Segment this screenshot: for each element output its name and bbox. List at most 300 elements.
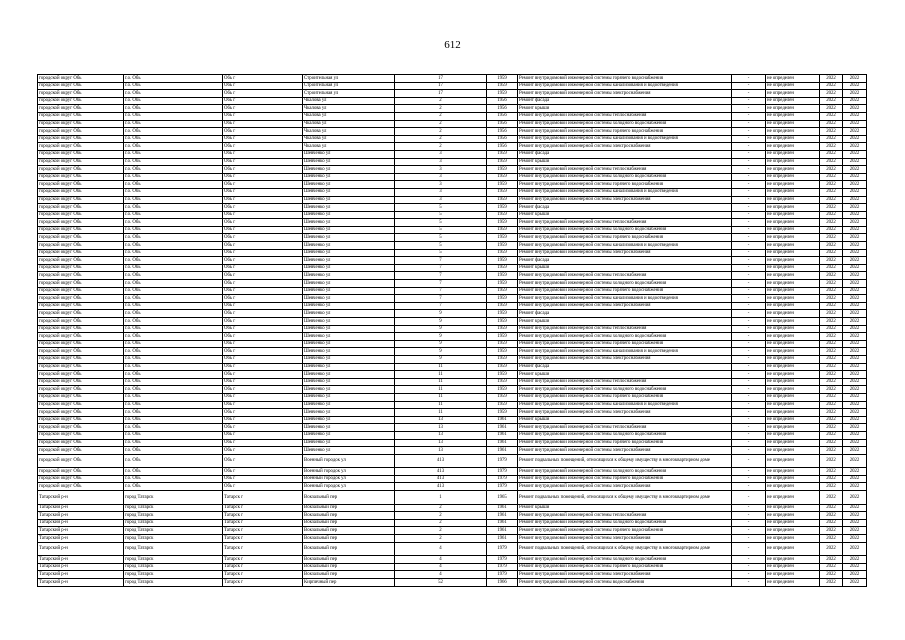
house-number-cell: 11 — [395, 363, 487, 371]
work-type-cell: Ремонт крыши — [518, 318, 732, 326]
municipality-cell: городской округ Обь — [38, 287, 124, 295]
locality-cell: Татарск г — [223, 535, 303, 543]
table-row — [38, 378, 867, 386]
table-row — [38, 519, 867, 527]
cost-note-cell: не определен — [766, 105, 820, 113]
end-year-cell: 2022 — [843, 504, 867, 512]
table-row — [38, 393, 867, 401]
build-year-cell: 1959 — [487, 264, 518, 272]
street-cell: Шевченко ул — [303, 325, 395, 333]
locality-cell: Татарск г — [223, 556, 303, 564]
street-cell: Шевченко ул — [303, 150, 395, 158]
house-number-cell: 9 — [395, 310, 487, 318]
settlement-cell: г.о. Обь — [124, 295, 223, 303]
locality-cell: Обь г — [223, 310, 303, 318]
locality-cell: Обь г — [223, 226, 303, 234]
cost-note-cell: не определен — [766, 409, 820, 417]
cost-note-cell: не определен — [766, 401, 820, 409]
street-cell: Строительная ул — [303, 82, 395, 90]
work-type-cell: Ремонт внутридомовой инженерной системы горячего водоснабжения — [518, 439, 732, 447]
build-year-cell: 1979 — [487, 483, 518, 491]
municipality-cell: городской округ Обь — [38, 302, 124, 310]
start-year-cell: 2022 — [820, 431, 843, 439]
work-type-cell: Ремонт внутридомовой инженерной системы горячего водоснабжения — [518, 181, 732, 189]
house-number-cell: 1 — [395, 491, 487, 505]
start-year-cell: 2022 — [820, 318, 843, 326]
end-year-cell: 2022 — [843, 173, 867, 181]
table-row — [38, 318, 867, 326]
settlement-cell: г.о. Обь — [124, 204, 223, 212]
cost-cell: - — [732, 75, 766, 83]
start-year-cell: 2022 — [820, 97, 843, 105]
start-year-cell: 2022 — [820, 204, 843, 212]
build-year-cell: 1959 — [487, 386, 518, 394]
house-number-cell: 9 — [395, 348, 487, 356]
locality-cell: Обь г — [223, 150, 303, 158]
settlement-cell: г.о. Обь — [124, 75, 223, 83]
municipality-cell: городской округ Обь — [38, 90, 124, 98]
street-cell: Шевченко ул — [303, 295, 395, 303]
end-year-cell: 2022 — [843, 325, 867, 333]
locality-cell: Татарск г — [223, 579, 303, 587]
house-number-cell: 17 — [395, 75, 487, 83]
cost-cell: - — [732, 173, 766, 181]
house-number-cell: 3 — [395, 181, 487, 189]
settlement-cell: г.о. Обь — [124, 90, 223, 98]
build-year-cell: 1965 — [487, 491, 518, 505]
cost-note-cell: не определен — [766, 196, 820, 204]
municipality-cell: городской округ Обь — [38, 150, 124, 158]
settlement-cell: г.о. Обь — [124, 188, 223, 196]
cost-note-cell: не определен — [766, 120, 820, 128]
municipality-cell: городской округ Обь — [38, 386, 124, 394]
table-row — [38, 325, 867, 333]
settlement-cell: г.о. Обь — [124, 483, 223, 491]
end-year-cell: 2022 — [843, 219, 867, 227]
work-type-cell: Ремонт внутридомовой инженерной системы холодного водоснабжения — [518, 333, 732, 341]
cost-note-cell: не определен — [766, 378, 820, 386]
work-type-cell: Ремонт крыши — [518, 105, 732, 113]
municipality-cell: городской округ Обь — [38, 431, 124, 439]
street-cell: Чкалова ул — [303, 143, 395, 151]
start-year-cell: 2022 — [820, 491, 843, 505]
house-number-cell: 9 — [395, 325, 487, 333]
cost-note-cell: не определен — [766, 468, 820, 476]
cost-cell: - — [732, 128, 766, 136]
build-year-cell: 1959 — [487, 82, 518, 90]
locality-cell: Обь г — [223, 112, 303, 120]
house-number-cell: 5 — [395, 242, 487, 250]
build-year-cell: 1979 — [487, 475, 518, 483]
house-number-cell: 2 — [395, 97, 487, 105]
locality-cell: Татарск г — [223, 519, 303, 527]
start-year-cell: 2022 — [820, 219, 843, 227]
table-row — [38, 355, 867, 363]
cost-cell: - — [732, 287, 766, 295]
municipality-cell: городской округ Обь — [38, 447, 124, 455]
settlement-cell: г.о. Обь — [124, 378, 223, 386]
table-row — [38, 135, 867, 143]
municipality-cell: городской округ Обь — [38, 272, 124, 280]
table-row — [38, 431, 867, 439]
house-number-cell: 13 — [395, 424, 487, 432]
house-number-cell: 2 — [395, 519, 487, 527]
table-row — [38, 257, 867, 265]
end-year-cell: 2022 — [843, 401, 867, 409]
work-type-cell: Ремонт внутридомовой инженерной системы канализования и водоотведения — [518, 295, 732, 303]
house-number-cell: 11 — [395, 386, 487, 394]
street-cell: Шевченко ул — [303, 447, 395, 455]
table-row — [38, 340, 867, 348]
municipality-cell: Татарский р-н — [38, 504, 124, 512]
settlement-cell: г.о. Обь — [124, 143, 223, 151]
build-year-cell: 1959 — [487, 340, 518, 348]
start-year-cell: 2022 — [820, 143, 843, 151]
locality-cell: Обь г — [223, 416, 303, 424]
settlement-cell: город Татарск — [124, 563, 223, 571]
work-type-cell: Ремонт внутридомовой инженерной системы холодного водоснабжения — [518, 556, 732, 564]
street-cell: Шевченко ул — [303, 371, 395, 379]
locality-cell: Обь г — [223, 431, 303, 439]
build-year-cell: 1979 — [487, 571, 518, 579]
cost-note-cell: не определен — [766, 454, 820, 468]
cost-cell: - — [732, 563, 766, 571]
start-year-cell: 2022 — [820, 75, 843, 83]
municipality-cell: Татарский р-н — [38, 535, 124, 543]
settlement-cell: город Татарск — [124, 571, 223, 579]
cost-note-cell: не определен — [766, 204, 820, 212]
locality-cell: Обь г — [223, 181, 303, 189]
settlement-cell: город Татарск — [124, 556, 223, 564]
work-type-cell: Ремонт подвальных помещений, относящихся к общему имуществу в многоквартирном доме — [518, 491, 732, 505]
cost-cell: - — [732, 416, 766, 424]
settlement-cell: г.о. Обь — [124, 424, 223, 432]
start-year-cell: 2022 — [820, 393, 843, 401]
street-cell: Шевченко ул — [303, 355, 395, 363]
settlement-cell: город Татарск — [124, 519, 223, 527]
municipality-cell: городской округ Обь — [38, 378, 124, 386]
locality-cell: Обь г — [223, 475, 303, 483]
street-cell: Шевченко ул — [303, 318, 395, 326]
street-cell: Шевченко ул — [303, 310, 395, 318]
end-year-cell: 2022 — [843, 439, 867, 447]
start-year-cell: 2022 — [820, 249, 843, 257]
start-year-cell: 2022 — [820, 325, 843, 333]
municipality-cell: городской округ Обь — [38, 371, 124, 379]
end-year-cell: 2022 — [843, 424, 867, 432]
house-number-cell: 7 — [395, 287, 487, 295]
table-row — [38, 211, 867, 219]
locality-cell: Обь г — [223, 219, 303, 227]
table-row — [38, 512, 867, 520]
street-cell: Шевченко ул — [303, 333, 395, 341]
build-year-cell: 1959 — [487, 90, 518, 98]
build-year-cell: 1959 — [487, 318, 518, 326]
cost-note-cell: не определен — [766, 188, 820, 196]
street-cell: Шевченко ул — [303, 401, 395, 409]
settlement-cell: г.о. Обь — [124, 340, 223, 348]
table-row — [38, 249, 867, 257]
street-cell: Шевченко ул — [303, 166, 395, 174]
municipality-cell: городской округ Обь — [38, 340, 124, 348]
end-year-cell: 2022 — [843, 519, 867, 527]
cost-note-cell: не определен — [766, 90, 820, 98]
build-year-cell: 1959 — [487, 204, 518, 212]
street-cell: Шевченко ул — [303, 424, 395, 432]
municipality-cell: городской округ Обь — [38, 257, 124, 265]
house-number-cell: 13 — [395, 447, 487, 455]
build-year-cell: 1959 — [487, 280, 518, 288]
table-row — [38, 82, 867, 90]
cost-note-cell: не определен — [766, 287, 820, 295]
municipality-cell: Татарский р-н — [38, 512, 124, 520]
table-row — [38, 409, 867, 417]
locality-cell: Обь г — [223, 318, 303, 326]
locality-cell: Обь г — [223, 249, 303, 257]
house-number-cell: 3 — [395, 188, 487, 196]
settlement-cell: г.о. Обь — [124, 219, 223, 227]
cost-cell: - — [732, 143, 766, 151]
start-year-cell: 2022 — [820, 188, 843, 196]
table-row — [38, 542, 867, 556]
locality-cell: Обь г — [223, 105, 303, 113]
cost-cell: - — [732, 447, 766, 455]
municipality-cell: городской округ Обь — [38, 409, 124, 417]
end-year-cell: 2022 — [843, 166, 867, 174]
end-year-cell: 2022 — [843, 416, 867, 424]
cost-note-cell: не определен — [766, 310, 820, 318]
settlement-cell: г.о. Обь — [124, 355, 223, 363]
street-cell: Вокзальный пер — [303, 542, 395, 556]
build-year-cell: 1959 — [487, 257, 518, 265]
settlement-cell: город Татарск — [124, 579, 223, 587]
build-year-cell: 1959 — [487, 188, 518, 196]
cost-cell: - — [732, 386, 766, 394]
build-year-cell: 1959 — [487, 409, 518, 417]
end-year-cell: 2022 — [843, 333, 867, 341]
locality-cell: Обь г — [223, 378, 303, 386]
settlement-cell: г.о. Обь — [124, 439, 223, 447]
table-row — [38, 491, 867, 505]
street-cell: Шевченко ул — [303, 204, 395, 212]
build-year-cell: 1959 — [487, 158, 518, 166]
street-cell: Шевченко ул — [303, 302, 395, 310]
end-year-cell: 2022 — [843, 378, 867, 386]
settlement-cell: г.о. Обь — [124, 416, 223, 424]
cost-cell: - — [732, 242, 766, 250]
locality-cell: Татарск г — [223, 512, 303, 520]
street-cell: Вокзальный пер — [303, 535, 395, 543]
street-cell: Чкалова ул — [303, 97, 395, 105]
settlement-cell: город Татарск — [124, 542, 223, 556]
cost-cell: - — [732, 325, 766, 333]
table-row — [38, 280, 867, 288]
municipality-cell: городской округ Обь — [38, 97, 124, 105]
house-number-cell: 2 — [395, 504, 487, 512]
municipality-cell: городской округ Обь — [38, 325, 124, 333]
municipality-cell: городской округ Обь — [38, 416, 124, 424]
start-year-cell: 2022 — [820, 242, 843, 250]
start-year-cell: 2022 — [820, 90, 843, 98]
work-type-cell: Ремонт подвальных помещений, относящихся к общему имуществу в многоквартирном доме — [518, 454, 732, 468]
work-type-cell: Ремонт внутридомовой инженерной системы холодного водоснабжения — [518, 280, 732, 288]
house-number-cell: 4 — [395, 556, 487, 564]
locality-cell: Обь г — [223, 211, 303, 219]
municipality-cell: Татарский р-н — [38, 556, 124, 564]
end-year-cell: 2022 — [843, 249, 867, 257]
build-year-cell: 1959 — [487, 401, 518, 409]
table-row — [38, 75, 867, 83]
work-type-cell: Ремонт внутридомовой инженерной системы водоснабжения — [518, 579, 732, 587]
work-type-cell: Ремонт крыши — [518, 416, 732, 424]
house-number-cell: 11 — [395, 409, 487, 417]
start-year-cell: 2022 — [820, 409, 843, 417]
cost-note-cell: не определен — [766, 556, 820, 564]
end-year-cell: 2022 — [843, 120, 867, 128]
settlement-cell: г.о. Обь — [124, 447, 223, 455]
cost-cell: - — [732, 371, 766, 379]
cost-cell: - — [732, 363, 766, 371]
locality-cell: Обь г — [223, 173, 303, 181]
cost-note-cell: не определен — [766, 355, 820, 363]
build-year-cell: 1979 — [487, 468, 518, 476]
work-type-cell: Ремонт внутридомовой инженерной системы канализования и водоотведения — [518, 401, 732, 409]
locality-cell: Обь г — [223, 204, 303, 212]
locality-cell: Обь г — [223, 348, 303, 356]
house-number-cell: 2 — [395, 535, 487, 543]
locality-cell: Обь г — [223, 483, 303, 491]
build-year-cell: 1956 — [487, 128, 518, 136]
cost-note-cell: не определен — [766, 234, 820, 242]
start-year-cell: 2022 — [820, 416, 843, 424]
cost-note-cell: не определен — [766, 242, 820, 250]
settlement-cell: г.о. Обь — [124, 325, 223, 333]
locality-cell: Обь г — [223, 234, 303, 242]
street-cell: Шевченко ул — [303, 257, 395, 265]
cost-cell: - — [732, 188, 766, 196]
work-type-cell: Ремонт внутридомовой инженерной системы электроснабжения — [518, 409, 732, 417]
settlement-cell: г.о. Обь — [124, 302, 223, 310]
house-number-cell: 11 — [395, 401, 487, 409]
cost-cell: - — [732, 556, 766, 564]
table-row — [38, 302, 867, 310]
work-type-cell: Ремонт внутридомовой инженерной системы теплоснабжения — [518, 166, 732, 174]
cost-note-cell: не определен — [766, 75, 820, 83]
cost-note-cell: не определен — [766, 542, 820, 556]
build-year-cell: 1961 — [487, 424, 518, 432]
build-year-cell: 1959 — [487, 295, 518, 303]
street-cell: Шевченко ул — [303, 280, 395, 288]
start-year-cell: 2022 — [820, 264, 843, 272]
cost-cell: - — [732, 504, 766, 512]
build-year-cell: 1956 — [487, 112, 518, 120]
settlement-cell: г.о. Обь — [124, 105, 223, 113]
cost-note-cell: не определен — [766, 82, 820, 90]
work-type-cell: Ремонт внутридомовой инженерной системы горячего водоснабжения — [518, 75, 732, 83]
cost-note-cell: не определен — [766, 504, 820, 512]
cost-cell: - — [732, 112, 766, 120]
street-cell: Вокзальный пер — [303, 571, 395, 579]
street-cell: Шевченко ул — [303, 287, 395, 295]
municipality-cell: городской округ Обь — [38, 143, 124, 151]
settlement-cell: г.о. Обь — [124, 158, 223, 166]
end-year-cell: 2022 — [843, 468, 867, 476]
municipality-cell: городской округ Обь — [38, 393, 124, 401]
municipality-cell: городской округ Обь — [38, 188, 124, 196]
settlement-cell: г.о. Обь — [124, 196, 223, 204]
house-number-cell: 13 — [395, 416, 487, 424]
start-year-cell: 2022 — [820, 363, 843, 371]
locality-cell: Обь г — [223, 272, 303, 280]
work-type-cell: Ремонт внутридомовой инженерной системы теплоснабжения — [518, 112, 732, 120]
cost-note-cell: не определен — [766, 135, 820, 143]
build-year-cell: 1961 — [487, 504, 518, 512]
work-type-cell: Ремонт внутридомовой инженерной системы канализования и водоотведения — [518, 242, 732, 250]
locality-cell: Обь г — [223, 333, 303, 341]
street-cell: Военный городок ул — [303, 475, 395, 483]
municipality-cell: городской округ Обь — [38, 355, 124, 363]
start-year-cell: 2022 — [820, 234, 843, 242]
house-number-cell: 11 — [395, 393, 487, 401]
locality-cell: Обь г — [223, 158, 303, 166]
build-year-cell: 1959 — [487, 226, 518, 234]
table-row — [38, 226, 867, 234]
start-year-cell: 2022 — [820, 135, 843, 143]
house-number-cell: 5 — [395, 211, 487, 219]
build-year-cell: 1956 — [487, 135, 518, 143]
locality-cell: Обь г — [223, 166, 303, 174]
settlement-cell: г.о. Обь — [124, 401, 223, 409]
locality-cell: Обь г — [223, 424, 303, 432]
street-cell: Шевченко ул — [303, 173, 395, 181]
municipality-cell: городской округ Обь — [38, 310, 124, 318]
cost-note-cell: не определен — [766, 264, 820, 272]
locality-cell: Обь г — [223, 75, 303, 83]
municipality-cell: Татарский р-н — [38, 527, 124, 535]
cost-note-cell: не определен — [766, 173, 820, 181]
table-row — [38, 563, 867, 571]
table-row — [38, 454, 867, 468]
build-year-cell: 1959 — [487, 325, 518, 333]
municipality-cell: городской округ Обь — [38, 295, 124, 303]
start-year-cell: 2022 — [820, 348, 843, 356]
cost-cell: - — [732, 439, 766, 447]
work-type-cell: Ремонт внутридомовой инженерной системы электроснабжения — [518, 143, 732, 151]
street-cell: Кирпичный пер — [303, 579, 395, 587]
end-year-cell: 2022 — [843, 302, 867, 310]
house-number-cell: 17 — [395, 90, 487, 98]
build-year-cell: 1961 — [487, 535, 518, 543]
cost-cell: - — [732, 105, 766, 113]
start-year-cell: 2022 — [820, 475, 843, 483]
locality-cell: Татарск г — [223, 504, 303, 512]
cost-cell: - — [732, 527, 766, 535]
municipality-cell: городской округ Обь — [38, 234, 124, 242]
cost-cell: - — [732, 454, 766, 468]
municipality-cell: городской округ Обь — [38, 454, 124, 468]
cost-note-cell: не определен — [766, 112, 820, 120]
cost-note-cell: не определен — [766, 363, 820, 371]
work-type-cell: Ремонт внутридомовой инженерной системы теплоснабжения — [518, 512, 732, 520]
work-type-cell: Ремонт внутридомовой инженерной системы электроснабжения — [518, 535, 732, 543]
build-year-cell: 1979 — [487, 556, 518, 564]
start-year-cell: 2022 — [820, 173, 843, 181]
cost-note-cell: не определен — [766, 333, 820, 341]
end-year-cell: 2022 — [843, 431, 867, 439]
cost-cell: - — [732, 82, 766, 90]
build-year-cell: 1959 — [487, 393, 518, 401]
cost-note-cell: не определен — [766, 295, 820, 303]
